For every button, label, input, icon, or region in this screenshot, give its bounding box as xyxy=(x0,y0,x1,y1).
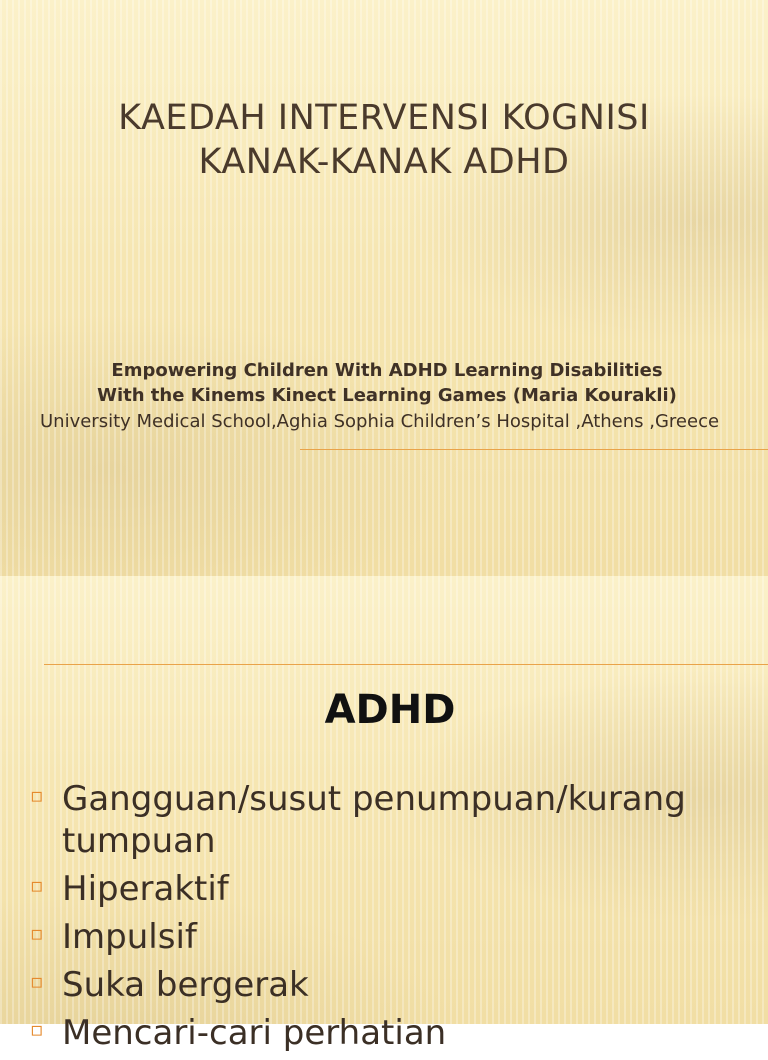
small-triangle-bullet-icon: ▫ xyxy=(30,873,44,897)
subtitle-line-2: With the Kinems Kinect Learning Games (Maria Kourakli) xyxy=(97,385,677,406)
list-item xyxy=(30,916,750,958)
small-triangle-bullet-icon: ▫ xyxy=(30,783,44,807)
small-triangle-bullet-icon: ▫ xyxy=(30,1017,44,1041)
list-item xyxy=(30,868,750,910)
accent-divider xyxy=(44,664,768,665)
list-item-text: Hiperaktif xyxy=(62,869,229,909)
list-item-text: Mencari-cari perhatian xyxy=(62,1013,447,1053)
title-line-1: KAEDAH INTERVENSI KOGNISI xyxy=(118,98,650,138)
bullet-list xyxy=(30,778,750,1060)
slide-adhd xyxy=(0,576,768,1053)
list-item xyxy=(30,778,750,862)
list-item-text: Impulsif xyxy=(62,917,197,957)
accent-divider xyxy=(300,449,768,450)
list-item xyxy=(30,964,750,1006)
list-item xyxy=(30,1012,750,1054)
title-line-2: KANAK-KANAK ADHD xyxy=(198,142,570,182)
affiliation-text: University Medical School,Aghia Sophia Children’s Hospital ,Athens ,Greece xyxy=(40,411,720,432)
small-triangle-bullet-icon: ▫ xyxy=(30,921,44,945)
list-item-text: Gangguan/susut penumpuan/kurang tumpuan xyxy=(62,779,686,861)
subtitle-line-1: Empowering Children With ADHD Learning Disabilities xyxy=(111,360,663,381)
slide-heading: ADHD xyxy=(324,687,456,733)
list-item-text: Suka bergerak xyxy=(62,965,309,1005)
small-triangle-bullet-icon: ▫ xyxy=(30,969,44,993)
slide-title-heading xyxy=(40,96,728,184)
slide-subtitle xyxy=(40,358,734,435)
